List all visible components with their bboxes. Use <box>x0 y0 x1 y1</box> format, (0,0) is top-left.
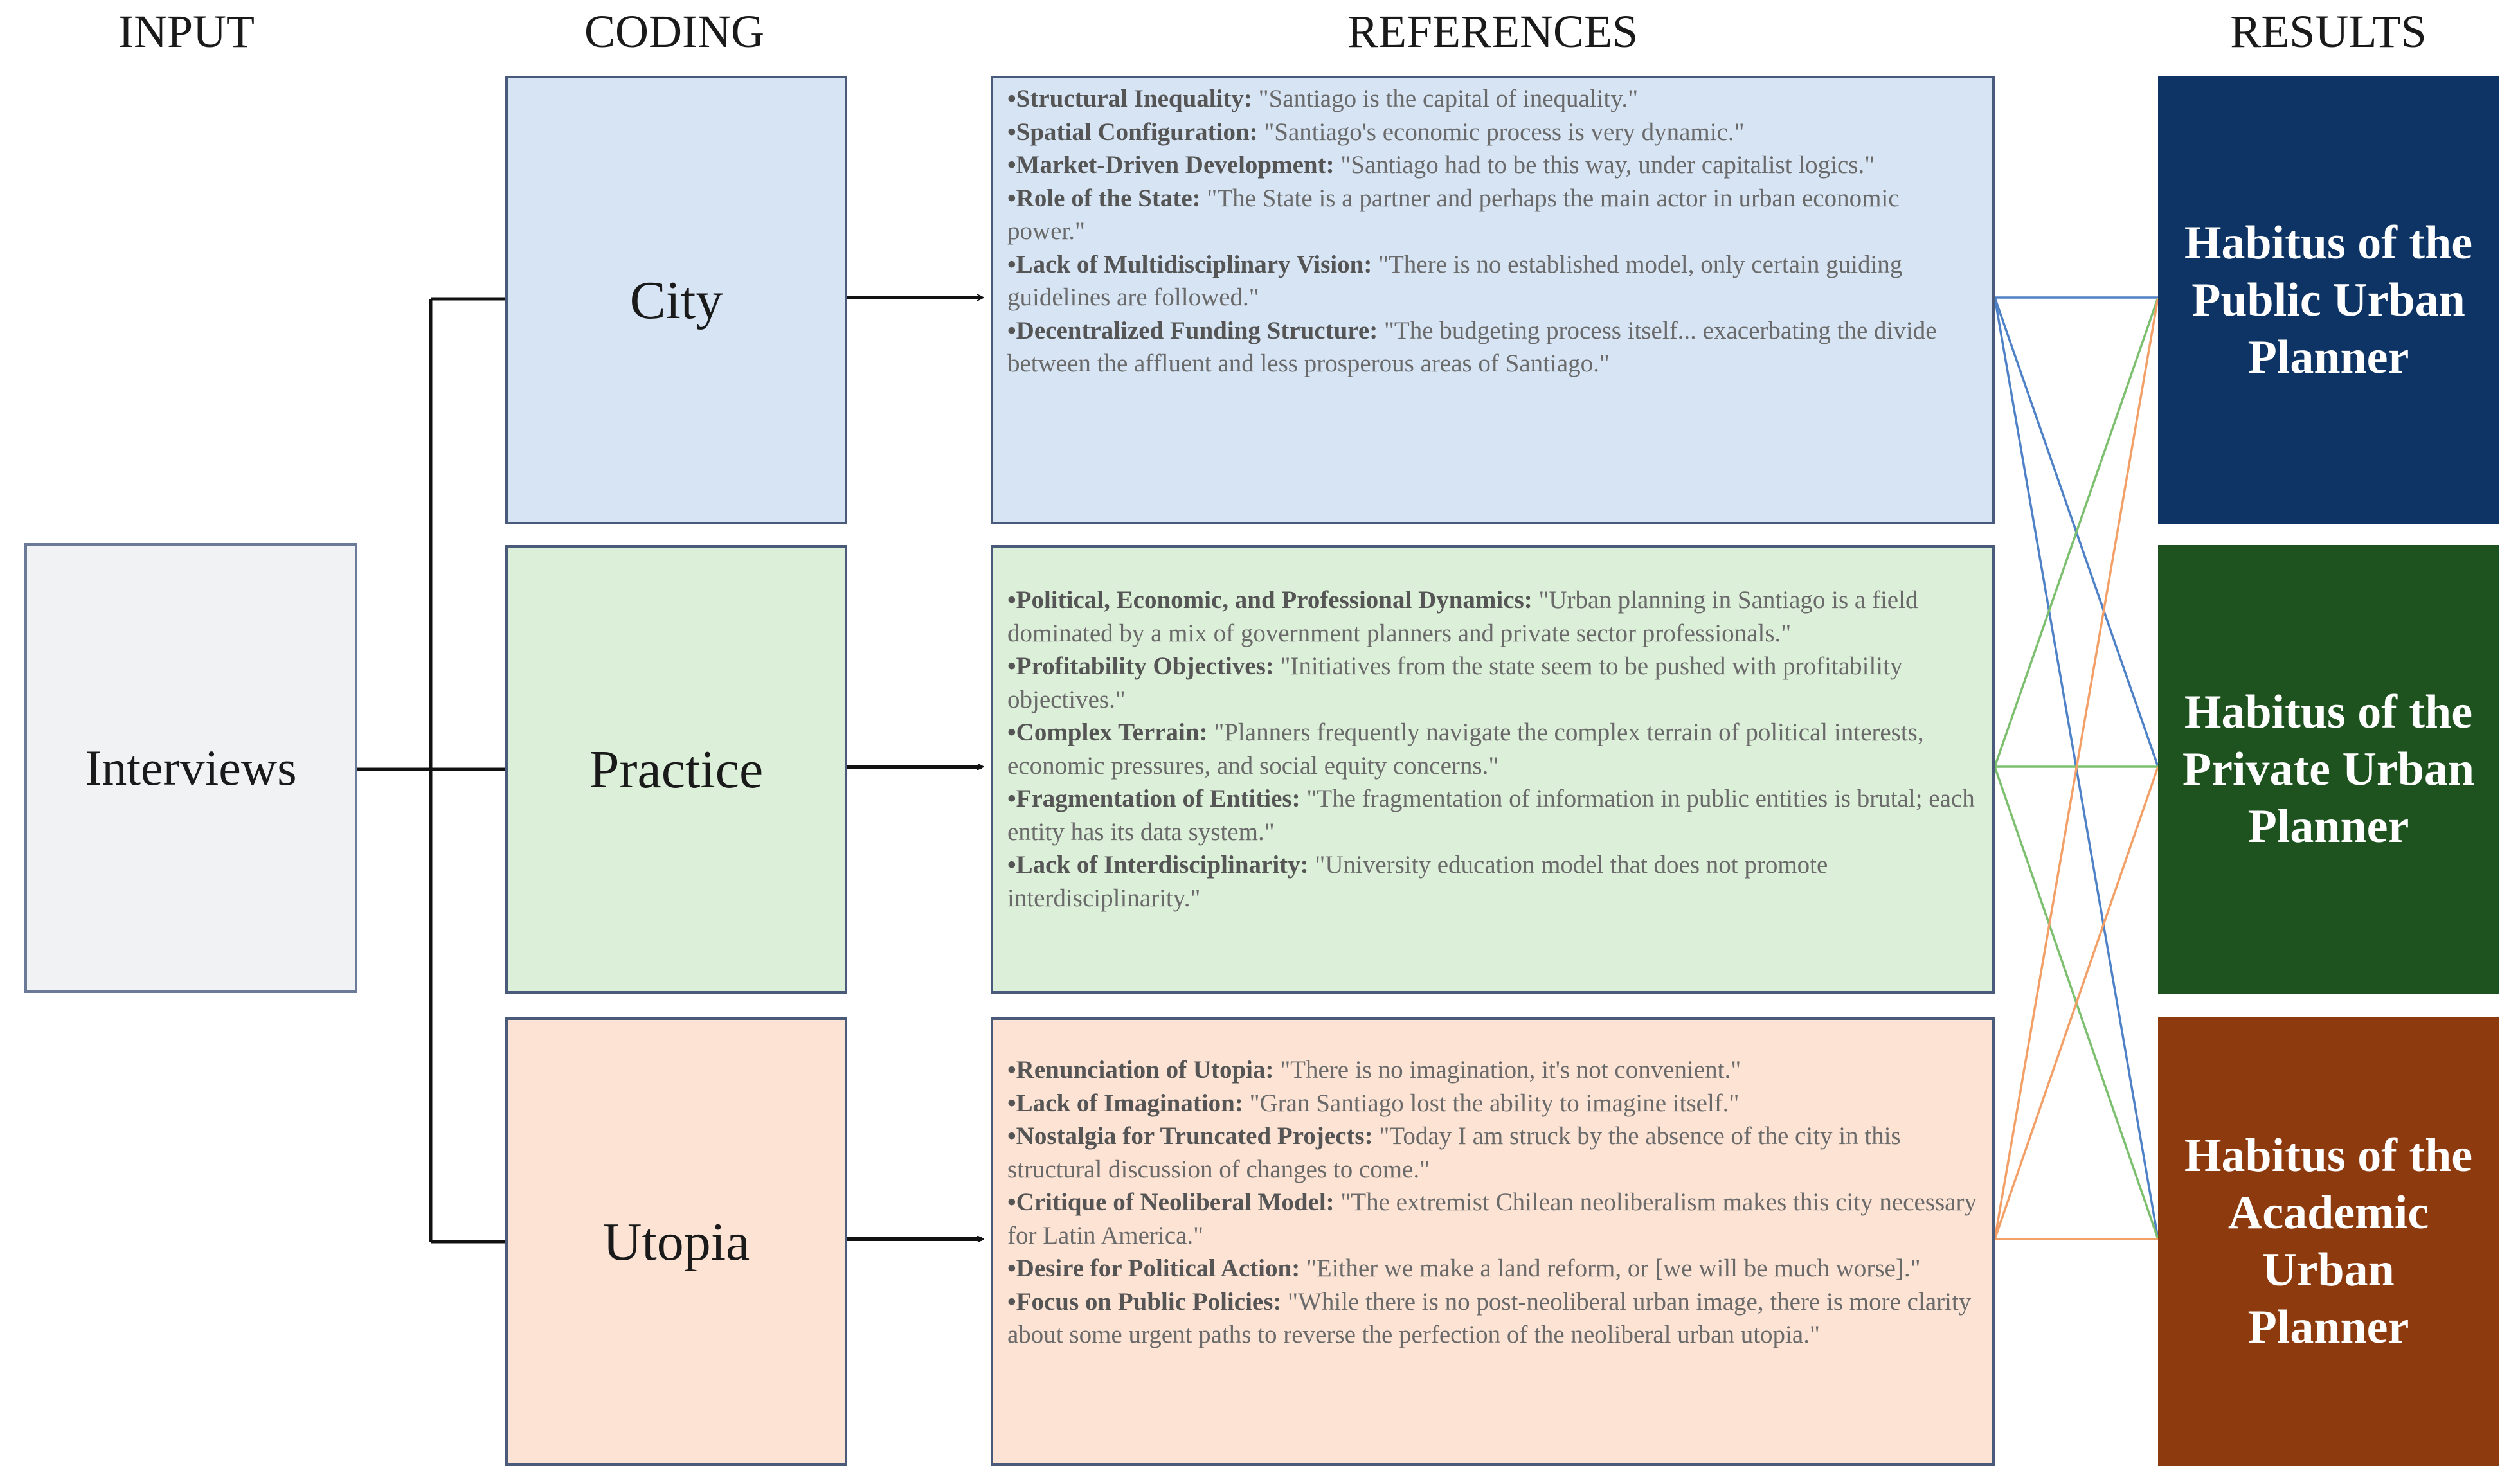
result-private-planner-label: Habitus of the Private Urban Planner <box>2182 685 2475 853</box>
reference-item: •Critique of Neoliberal Model: "The extremist Chilean neoliberalism makes this city necessary for Latin America." <box>1007 1188 1977 1249</box>
tree-connector <box>357 299 505 1242</box>
coding-utopia-label: Utopia <box>602 1211 750 1272</box>
input-interviews-label: Interviews <box>85 740 297 796</box>
references-practice-box <box>991 545 1995 994</box>
results-column-header: RESULTS <box>2230 6 2427 57</box>
reference-item: •Desire for Political Action: "Either we make a land reform, or [we will be much worse]." <box>1007 1255 1921 1282</box>
reference-item: •Complex Terrain: "Planners frequently navigate the complex terrain of political interests, economic pressures, and social equity concerns." <box>1007 719 1924 780</box>
result-academic-planner-box <box>2158 1017 2499 1466</box>
result-academic-planner-label: Habitus of the Academic Urban Planner <box>2184 1129 2473 1354</box>
reference-item: •Renunciation of Utopia: "There is no imagination, it's not convenient." <box>1007 1056 1742 1084</box>
reference-item: •Political, Economic, and Professional Dynamics: "Urban planning in Santiago is a field dominated by a mix of government planners and private sector professionals." <box>1007 586 1918 647</box>
references-utopia-box <box>991 1017 1995 1466</box>
coding-utopia-box <box>505 1017 847 1466</box>
result-private-planner-box <box>2158 545 2499 994</box>
reference-item: •Lack of Imagination: "Gran Santiago lost the ability to imagine itself." <box>1007 1089 1740 1117</box>
coding-column-header: CODING <box>584 6 764 57</box>
coding-practice-label: Practice <box>589 739 764 800</box>
reference-item: •Profitability Objectives: "Initiatives from the state seem to be pushed with profitability objectives." <box>1007 652 1903 713</box>
input-interviews-box <box>24 543 357 993</box>
reference-item: •Structural Inequality: "Santiago is the capital of inequality." <box>1007 85 1639 112</box>
reference-item: •Role of the State: "The State is a partner and perhaps the main actor in urban economic power." <box>1007 184 1900 245</box>
reference-item: •Focus on Public Policies: "While there is no post-neoliberal urban image, there is more clarity about some urgent paths to reverse the perfection of the neoliberal urban utopia." <box>1007 1287 1972 1348</box>
reference-item: •Lack of Interdisciplinarity: "University education model that does not promote interdisciplinarity." <box>1007 851 1828 912</box>
reference-arrows <box>847 298 982 1239</box>
input-column-header: INPUT <box>118 6 255 57</box>
coding-practice-box <box>505 545 847 994</box>
reference-item: •Market-Driven Development: "Santiago had to be this way, under capitalist logics." <box>1007 151 1875 179</box>
reference-item: •Fragmentation of Entities: "The fragmentation of information in public entities is brutal; each entity has its data system." <box>1007 785 1975 846</box>
result-public-planner-label: Habitus of the Public Urban Planner <box>2184 216 2473 384</box>
result-public-planner-box <box>2158 76 2499 524</box>
reference-item: •Decentralized Funding Structure: "The budgeting process itself... exacerbating the divide between the affluent and less prosperous areas of Santiago." <box>1007 316 1937 377</box>
references-column-header: REFERENCES <box>1347 6 1639 57</box>
coding-city-label: City <box>629 270 723 330</box>
reference-item: •Lack of Multidisciplinary Vision: "There is no established model, only certain guiding guidelines are followed." <box>1007 250 1903 311</box>
references-city-box <box>991 76 1995 524</box>
coding-city-box <box>505 76 847 524</box>
reference-item: •Spatial Configuration: "Santiago's economic process is very dynamic." <box>1007 118 1745 146</box>
reference-item: •Nostalgia for Truncated Projects: "Today I am struck by the absence of the city in this structural discussion of changes to come." <box>1007 1122 1901 1183</box>
result-links <box>1995 298 2158 1239</box>
